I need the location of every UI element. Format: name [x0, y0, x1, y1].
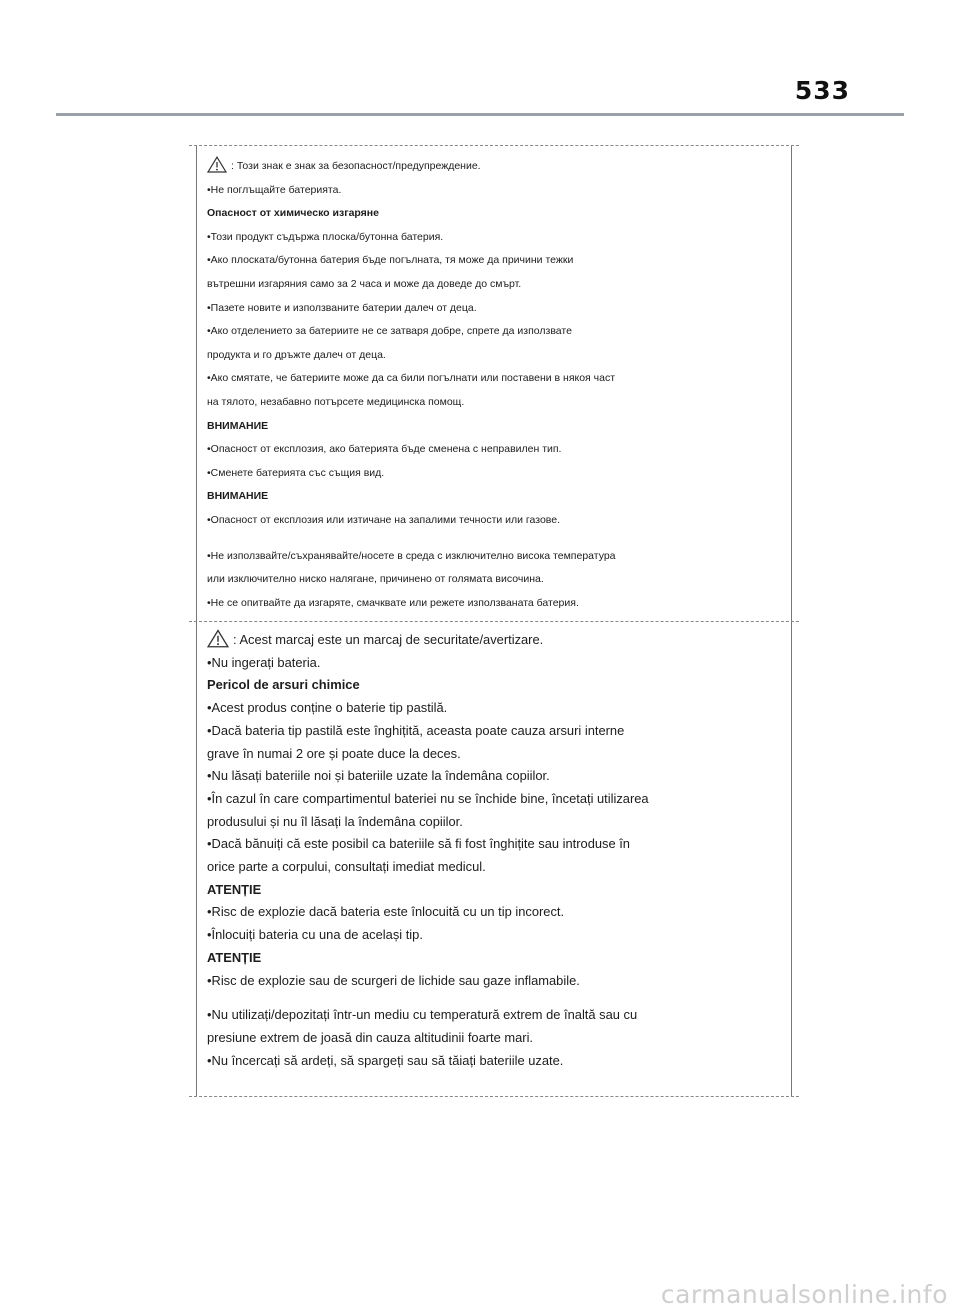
bg-line: •Пазете новите и използваните батерии далеч от деца. — [207, 301, 477, 314]
warning-triangle-icon — [207, 629, 229, 648]
ro-line: grave în numai 2 ore și poate duce la deces. — [207, 745, 461, 761]
bg-line-extra: •Не се опитвайте да изгаряте, смачквате или режете използваната батерия. — [207, 596, 579, 609]
bg-line: •Този продукт съдържа плоска/бутонна батерия. — [207, 230, 444, 243]
frame-divider — [189, 621, 799, 622]
ro-warning-line — [207, 629, 781, 652]
ro-gap — [207, 992, 781, 1004]
frame-top-border — [189, 145, 799, 146]
ro-line: •Nu ingerați bateria. — [207, 654, 321, 670]
bulgarian-section — [207, 155, 781, 615]
bg-line-heading: Опасност от химическо изгаряне — [207, 207, 379, 220]
warning-frame — [196, 145, 792, 1097]
ro-line: •Nu lăsați bateriile noi și bateriile uzate la îndemâna copiilor. — [207, 768, 550, 784]
ro-line-heading: ATENȚIE — [207, 949, 262, 965]
bg-line-extra: •Не използвайте/съхранявайте/носете в среда с изключително висока температура — [207, 549, 616, 562]
bg-line-extra: или изключително ниско налягане, причинено от голямата височина. — [207, 573, 544, 586]
bg-warning-line — [207, 155, 781, 179]
ro-line: •Risc de explozie dacă bateria este înlocuită cu un tip incorect. — [207, 904, 565, 920]
bg-line: вътрешни изгаряния само за 2 часа и може да доведе до смърт. — [207, 277, 522, 290]
ro-warning-text: : Acest marcaj este un marcaj de securitate/avertizare. — [233, 632, 544, 647]
ro-line: •Dacă bănuiți că este posibil ca bateriile să fi fost înghițite sau introduse în — [207, 836, 630, 852]
bg-line: •Ако отделението за батериите не се затваря добре, спрете да използвате — [207, 325, 572, 338]
bg-gap — [207, 533, 781, 545]
bg-line: •Опасност от експлозия, ако батерията бъде сменена с неправилен тип. — [207, 443, 562, 456]
ro-line: •În cazul în care compartimentul bateriei nu se închide bine, încetați utilizarea — [207, 790, 649, 806]
bg-line: продукта и го дръжте далеч от деца. — [207, 348, 386, 361]
ro-line: orice parte a corpului, consultați imediat medicul. — [207, 859, 486, 875]
ro-line-heading: Pericol de arsuri chimice — [207, 677, 360, 693]
ro-line: •Înlocuiți bateria cu una de același tip. — [207, 927, 423, 943]
bg-line: •Ако плоската/бутонна батерия бъде погълната, тя може да причини тежки — [207, 254, 574, 267]
ro-line-extra: presiune extrem de joasă din cauza altitudinii foarte mari. — [207, 1029, 534, 1045]
frame-bottom-border — [189, 1096, 799, 1097]
bg-warning-text: : Този знак е знак за безопасност/предупреждение. — [231, 160, 481, 172]
bg-line: •Опасност от експлозия или изтичане на запалими течности или газове. — [207, 513, 561, 526]
ro-line: produsului și nu îl lăsați la îndemâna copiilor. — [207, 813, 463, 829]
bg-line-heading: ВНИМАНИЕ — [207, 490, 269, 503]
romanian-section — [207, 629, 781, 1072]
footer-brand: carmanualsonline.info — [660, 1280, 948, 1309]
ro-line: •Risc de explozie sau de scurgeri de lichide sau gaze inflamabile. — [207, 972, 580, 988]
bg-line: •Не поглъщайте батерията. — [207, 183, 342, 196]
header-rule — [56, 113, 904, 116]
page-number: 533 — [794, 76, 850, 105]
bg-line: •Ако смятате, че батериите може да са били погълнати или поставени в някоя част — [207, 372, 616, 385]
bg-line-heading: ВНИМАНИЕ — [207, 419, 269, 432]
ro-line-heading: ATENȚIE — [207, 881, 262, 897]
ro-line: •Dacă bateria tip pastilă este înghițită, aceasta poate cauza arsuri interne — [207, 722, 625, 738]
ro-line-extra: •Nu încercați să ardeți, să spargeți sau să tăiați bateriile uzate. — [207, 1052, 564, 1068]
bg-line: •Сменете батерията със същия вид. — [207, 466, 385, 479]
ro-line: •Acest produs conține o baterie tip pastilă. — [207, 700, 448, 716]
warning-triangle-icon — [207, 156, 227, 173]
bg-line: на тялото, незабавно потърсете медицинска помощ. — [207, 395, 465, 408]
ro-line-extra: •Nu utilizați/depozitați într-un mediu cu temperatură extrem de înaltă sau cu — [207, 1007, 638, 1023]
